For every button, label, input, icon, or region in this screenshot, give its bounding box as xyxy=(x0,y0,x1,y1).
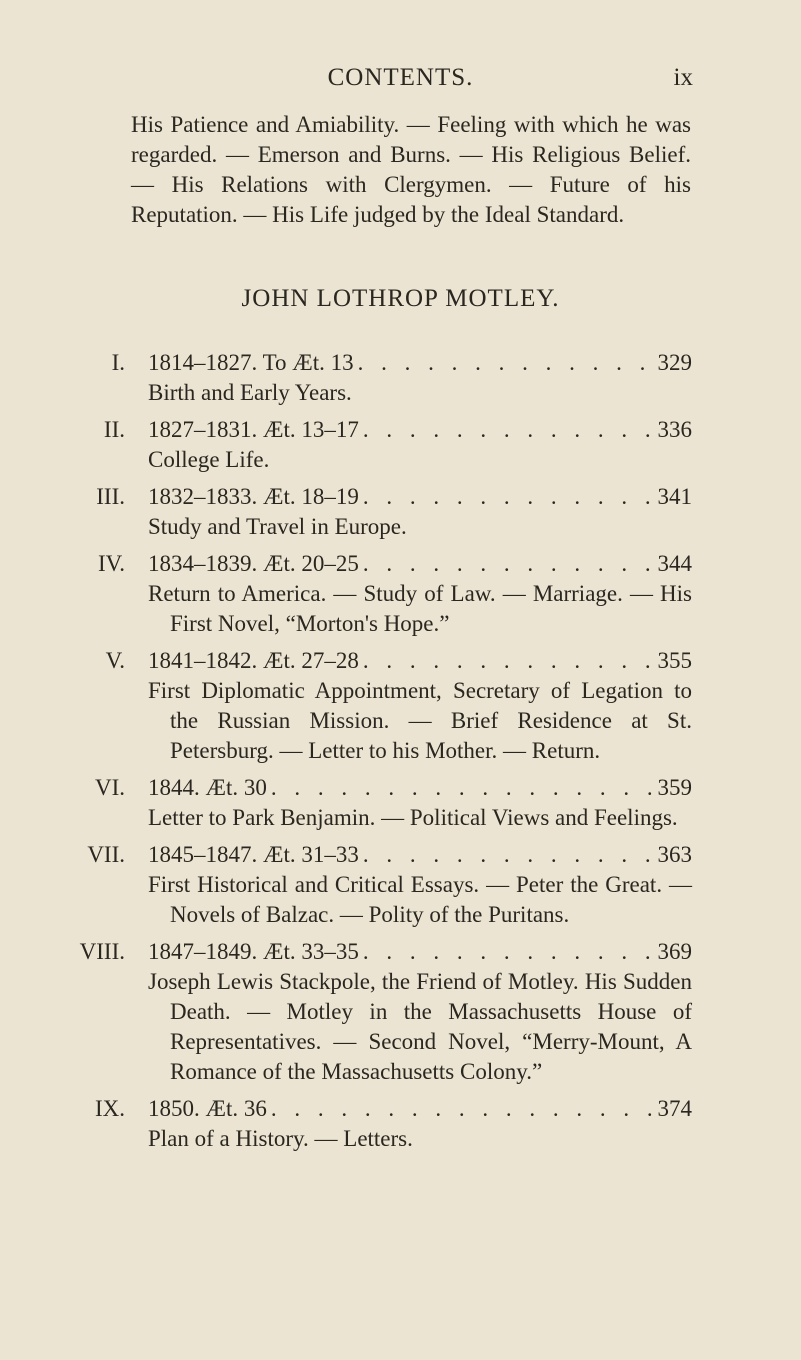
chapter-numeral: VI. xyxy=(94,775,125,800)
page-title: CONTENTS. xyxy=(327,64,474,91)
chapter-page: 369 xyxy=(657,939,692,964)
chapter-numeral: VIII. xyxy=(79,939,125,964)
chapter-heading: 1827–1831. Æt. 13–17 xyxy=(148,417,359,442)
chapter-entry xyxy=(0,482,801,542)
chapter-entry xyxy=(0,646,801,766)
chapter-heading: 1841–1842. Æt. 27–28 xyxy=(148,648,359,673)
dot-leader xyxy=(359,415,654,445)
dot-leader xyxy=(359,646,654,676)
chapter-numeral: I. xyxy=(111,350,125,375)
chapter-page: 336 xyxy=(657,417,692,442)
chapter-page: 374 xyxy=(657,1096,692,1121)
dot-leader xyxy=(354,348,654,378)
running-head xyxy=(0,64,801,94)
chapter-summary: College Life. xyxy=(148,447,270,472)
chapter-page: 341 xyxy=(657,484,692,509)
intro-text: His Patience and Amiability. — Feeling with which he was regarded. — Emerson and Burns. — His Religious Belief. — His Relations with Clergymen. — Future of his Reputation. — His Life judged by the Ideal Standard. xyxy=(131,112,691,227)
chapter-entry xyxy=(0,415,801,475)
dot-leader xyxy=(267,773,654,803)
chapter-page: 344 xyxy=(657,551,692,576)
page-number: ix xyxy=(673,64,693,91)
dot-leader xyxy=(359,549,654,579)
chapter-summary: First Diplomatic Appointment, Secretary of Legation to the Russian Mission. — Brief Residence at St. Petersburg. — Letter to his Mother. — Return. xyxy=(148,678,692,763)
chapter-summary: Return to America. — Study of Law. — Marriage. — His First Novel, “Morton's Hope.” xyxy=(148,581,692,636)
chapter-list xyxy=(0,348,801,1161)
chapter-entry xyxy=(0,549,801,639)
chapter-summary: First Historical and Critical Essays. — Peter the Great. — Novels of Balzac. — Polity of the Puritans. xyxy=(148,872,692,927)
section-heading: JOHN LOTHROP MOTLEY. xyxy=(241,285,560,312)
chapter-summary: Plan of a History. — Letters. xyxy=(148,1126,413,1151)
chapter-numeral: V. xyxy=(105,648,125,673)
chapter-numeral: IX. xyxy=(94,1096,125,1121)
chapter-heading: 1845–1847. Æt. 31–33 xyxy=(148,842,359,867)
chapter-heading: 1814–1827. To Æt. 13 xyxy=(148,350,354,375)
intro-paragraph xyxy=(131,110,691,230)
chapter-entry xyxy=(0,937,801,1087)
chapter-heading: 1832–1833. Æt. 18–19 xyxy=(148,484,359,509)
chapter-numeral: II. xyxy=(103,417,125,442)
chapter-heading: 1850. Æt. 36 xyxy=(148,1096,267,1121)
chapter-entry xyxy=(0,773,801,833)
chapter-summary: Birth and Early Years. xyxy=(148,380,352,405)
chapter-page: 359 xyxy=(657,775,692,800)
dot-leader xyxy=(359,937,654,967)
chapter-page: 363 xyxy=(657,842,692,867)
chapter-heading: 1847–1849. Æt. 33–35 xyxy=(148,939,359,964)
chapter-entry xyxy=(0,840,801,930)
chapter-heading: 1844. Æt. 30 xyxy=(148,775,267,800)
dot-leader xyxy=(359,840,654,870)
chapter-summary: Study and Travel in Europe. xyxy=(148,514,407,539)
chapter-page: 355 xyxy=(657,648,692,673)
chapter-entry xyxy=(0,348,801,408)
chapter-numeral: VII. xyxy=(87,842,125,867)
chapter-entry xyxy=(0,1094,801,1154)
chapter-summary: Letter to Park Benjamin. — Political Views and Feelings. xyxy=(148,805,678,830)
dot-leader xyxy=(359,482,654,512)
chapter-summary: Joseph Lewis Stackpole, the Friend of Motley. His Sudden Death. — Motley in the Massachusetts House of Representatives. — Second Novel, “Merry-Mount, A Romance of the Massachusetts Colony.” xyxy=(148,969,692,1084)
chapter-heading: 1834–1839. Æt. 20–25 xyxy=(148,551,359,576)
chapter-numeral: IV. xyxy=(97,551,125,576)
chapter-page: 329 xyxy=(657,350,692,375)
dot-leader xyxy=(267,1094,654,1124)
chapter-numeral: III. xyxy=(96,484,125,509)
